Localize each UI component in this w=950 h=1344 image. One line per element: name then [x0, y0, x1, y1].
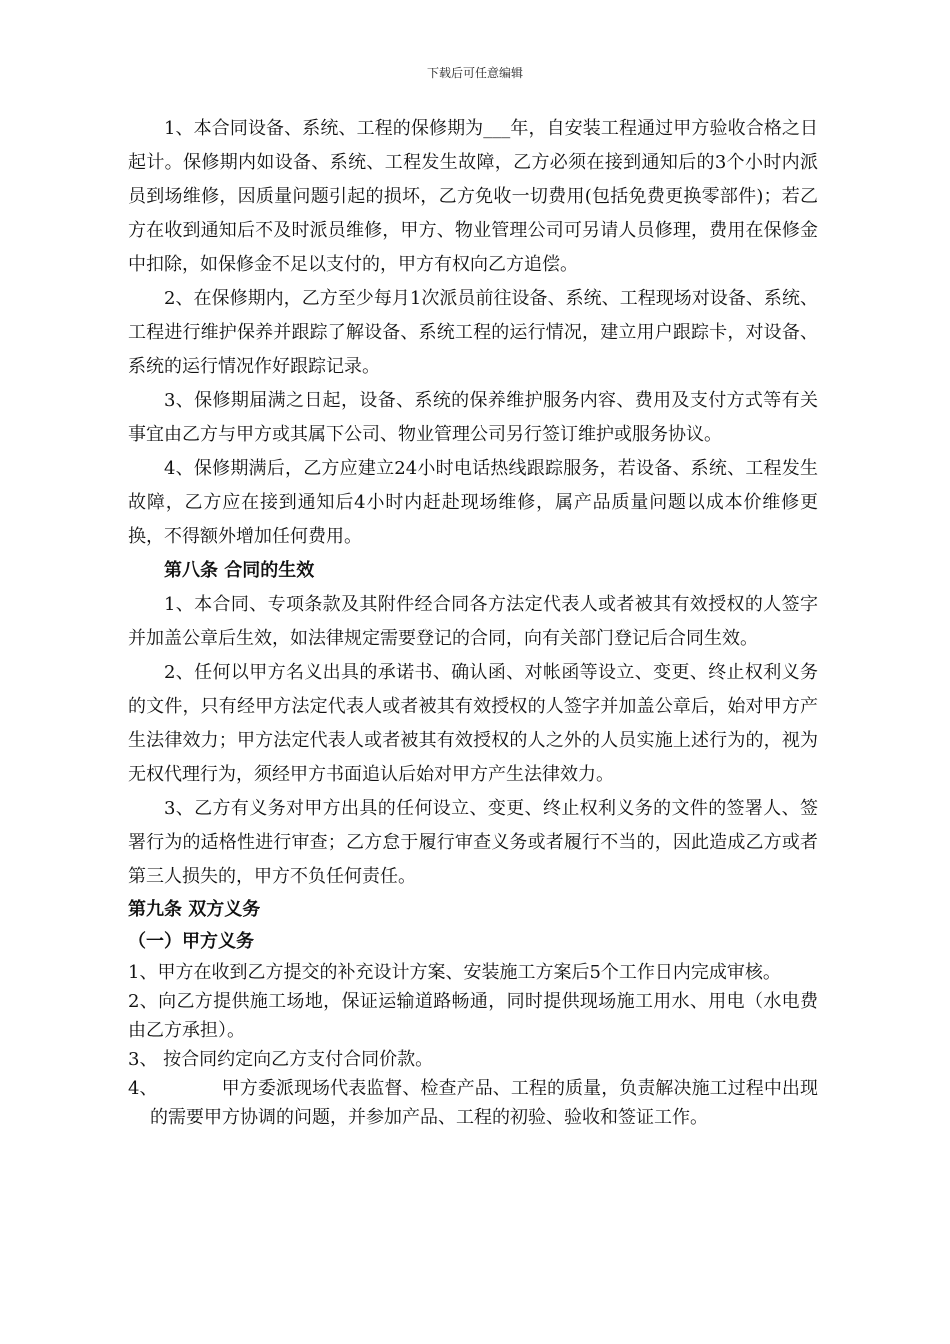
article-9-subtitle: （一）甲方义务	[128, 931, 254, 952]
party-a-duty-4	[128, 1074, 818, 1132]
party-a-duty-2: 2、向乙方提供施工场地，保证运输道路畅通，同时提供现场施工用水、用电（水电费由乙方承担）。	[128, 991, 818, 1041]
article-8-clause-1: 1、本合同、专项条款及其附件经合同各方法定代表人或者被其有效授权的人签字并加盖公章后生效，如法律规定需要登记的合同，向有关部门登记后合同生效。	[128, 594, 818, 649]
warranty-clause-1: 1、本合同设备、系统、工程的保修期为___年，自安装工程通过甲方验收合格之日起计。保修期内如设备、系统、工程发生故障，乙方必须在接到通知后的3个小时内派员到场维修，因质量问题引起的损坏，乙方免收一切费用(包括免费更换零部件)；若乙方在收到通知后不及时派员维修，甲方、物业管理公司可另请人员修理，费用在保修金中扣除，如保修金不足以支付的，甲方有权向乙方追偿。	[128, 118, 818, 275]
article-9-title: 第九条 双方义务	[128, 899, 261, 920]
page-header-note: 下载后可任意编辑	[426, 66, 523, 80]
warranty-clause-4: 4、保修期满后，乙方应建立24小时电话热线跟踪服务，若设备、系统、工程发生故障，乙方应在接到通知后4小时内赶赴现场维修，属产品质量问题以成本价维修更换，不得额外增加任何费用。	[128, 458, 818, 547]
article-8-title: 第八条 合同的生效	[164, 560, 315, 581]
article-8-clause-3: 3、乙方有义务对甲方出具的任何设立、变更、终止权利义务的文件的签署人、签署行为的适格性进行审查；乙方怠于履行审查义务或者履行不当的，因此造成乙方或者第三人损失的，甲方不负任何责任。	[128, 798, 818, 887]
party-a-duty-3: 3、 按合同约定向乙方支付合同价款。	[128, 1049, 434, 1070]
warranty-clause-3: 3、保修期届满之日起，设备、系统的保养维护服务内容、费用及支付方式等有关事宜由乙方与甲方或其属下公司、物业管理公司另行签订维护或服务协议。	[128, 390, 818, 445]
document-body	[128, 112, 818, 1132]
party-a-duty-4-number: 4、	[128, 1078, 158, 1099]
party-a-duty-1: 1、甲方在收到乙方提交的补充设计方案、安装施工方案后5个工作日内完成审核。	[128, 962, 781, 983]
party-a-duty-4-text: 甲方委派现场代表监督、检查产品、工程的质量，负责解决施工过程中出现的需要甲方协调的问题，并参加产品、工程的初验、验收和签证工作。	[150, 1078, 819, 1128]
warranty-clause-2: 2、在保修期内，乙方至少每月1次派员前往设备、系统、工程现场对设备、系统、工程进行维护保养并跟踪了解设备、系统工程的运行情况，建立用户跟踪卡，对设备、系统的运行情况作好跟踪记录。	[128, 288, 818, 377]
article-8-clause-2: 2、任何以甲方名义出具的承诺书、确认函、对帐函等设立、变更、终止权利义务的文件，只有经甲方法定代表人或者被其有效授权的人签字并加盖公章后，始对甲方产生法律效力；甲方法定代表人或者被其有效授权的人之外的人员实施上述行为的，视为无权代理行为，须经甲方书面追认后始对甲方产生法律效力。	[128, 662, 818, 785]
